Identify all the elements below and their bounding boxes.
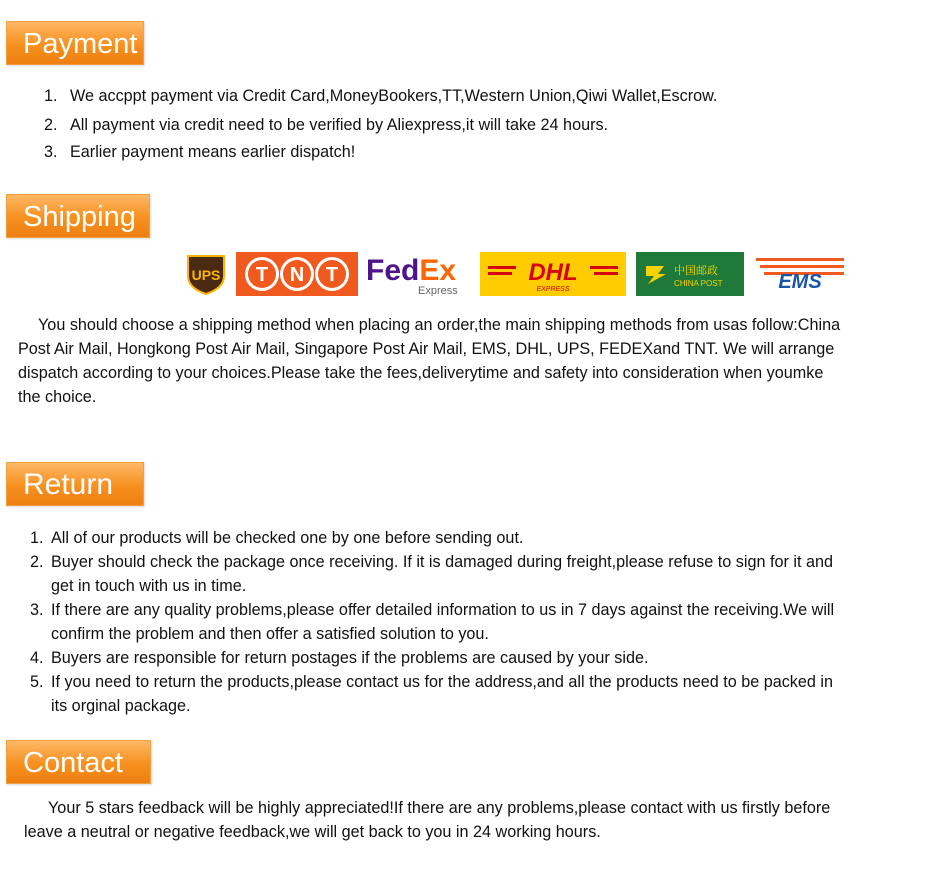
list-item: 5. If you need to return the products,please contact us for the address,and all the products need to be packed in its orginal package. — [30, 673, 834, 715]
payment-list — [44, 86, 717, 167]
shipping-title: Shipping — [23, 201, 136, 233]
chinapost-logo — [636, 252, 744, 296]
svg-text:FedEx: FedEx — [366, 254, 457, 287]
list-item: 4. Buyers are responsible for return postages if the problems are caused by your side. — [30, 649, 649, 667]
fedex-logo — [366, 252, 470, 296]
ems-logo — [754, 252, 846, 296]
svg-text:N: N — [289, 264, 305, 286]
payment-header — [6, 21, 144, 65]
paragraph-line: leave a neutral or negative feedback,we will get back to you in 24 working hours. — [24, 823, 601, 841]
paragraph-line: Post Air Mail, Hongkong Post Air Mail, Singapore Post Air Mail, EMS, DHL, UPS, FEDEXand TNT. We will arrange — [18, 340, 835, 358]
list-item: 2. Buyer should check the package once receiving. If it is damaged during freight,please refuse to sign for it and get in touch with us in time. — [30, 553, 833, 595]
contact-title: Contact — [23, 747, 123, 779]
list-item: 1. All of our products will be checked one by one before sending out. — [30, 529, 524, 547]
svg-text:T: T — [255, 264, 269, 286]
svg-text:中国邮政: 中国邮政 — [674, 264, 718, 277]
svg-text:Express: Express — [418, 285, 458, 296]
return-list — [30, 526, 930, 718]
list-item: 3. If there are any quality problems,please offer detailed information to us in 7 days against the receiving.We will confirm the problem and then offer a satisfied solution to you. — [30, 601, 835, 643]
list-item: 2. All payment via credit need to be verified by Aliexpress,it will take 24 hours. — [44, 116, 609, 134]
return-title: Return — [23, 468, 114, 501]
svg-text:EXPRESS: EXPRESS — [536, 286, 570, 293]
dhl-logo — [480, 252, 626, 296]
list-item: 3. Earlier payment means earlier dispatch! — [44, 143, 356, 161]
shipping-paragraph — [18, 313, 933, 409]
svg-text:T: T — [325, 264, 339, 286]
contact-header — [6, 740, 151, 784]
return-header — [6, 462, 144, 506]
paragraph-line: dispatch according to your choices.Please take the fees,deliverytime and safety into consideration when youmke — [18, 364, 824, 382]
svg-text:CHINA POST: CHINA POST — [674, 279, 723, 288]
payment-title: Payment — [23, 28, 138, 60]
list-item: 1. We accppt payment via Credit Card,MoneyBookers,TT,Western Union,Qiwi Wallet,Escrow. — [44, 87, 718, 105]
paragraph-line: the choice. — [18, 388, 97, 406]
ups-logo — [184, 252, 228, 296]
paragraph-line: Your 5 stars feedback will be highly appreciated!If there are any problems,please contact with us firstly before — [48, 799, 831, 817]
contact-paragraph — [24, 796, 934, 844]
paragraph-line: You should choose a shipping method when placing an order,the main shipping methods from usas follow:China — [38, 316, 841, 334]
svg-text:UPS: UPS — [191, 267, 221, 283]
shipping-header — [6, 194, 150, 238]
tnt-logo — [236, 252, 358, 296]
svg-text:EMS: EMS — [778, 271, 822, 293]
svg-text:DHL: DHL — [528, 259, 578, 286]
